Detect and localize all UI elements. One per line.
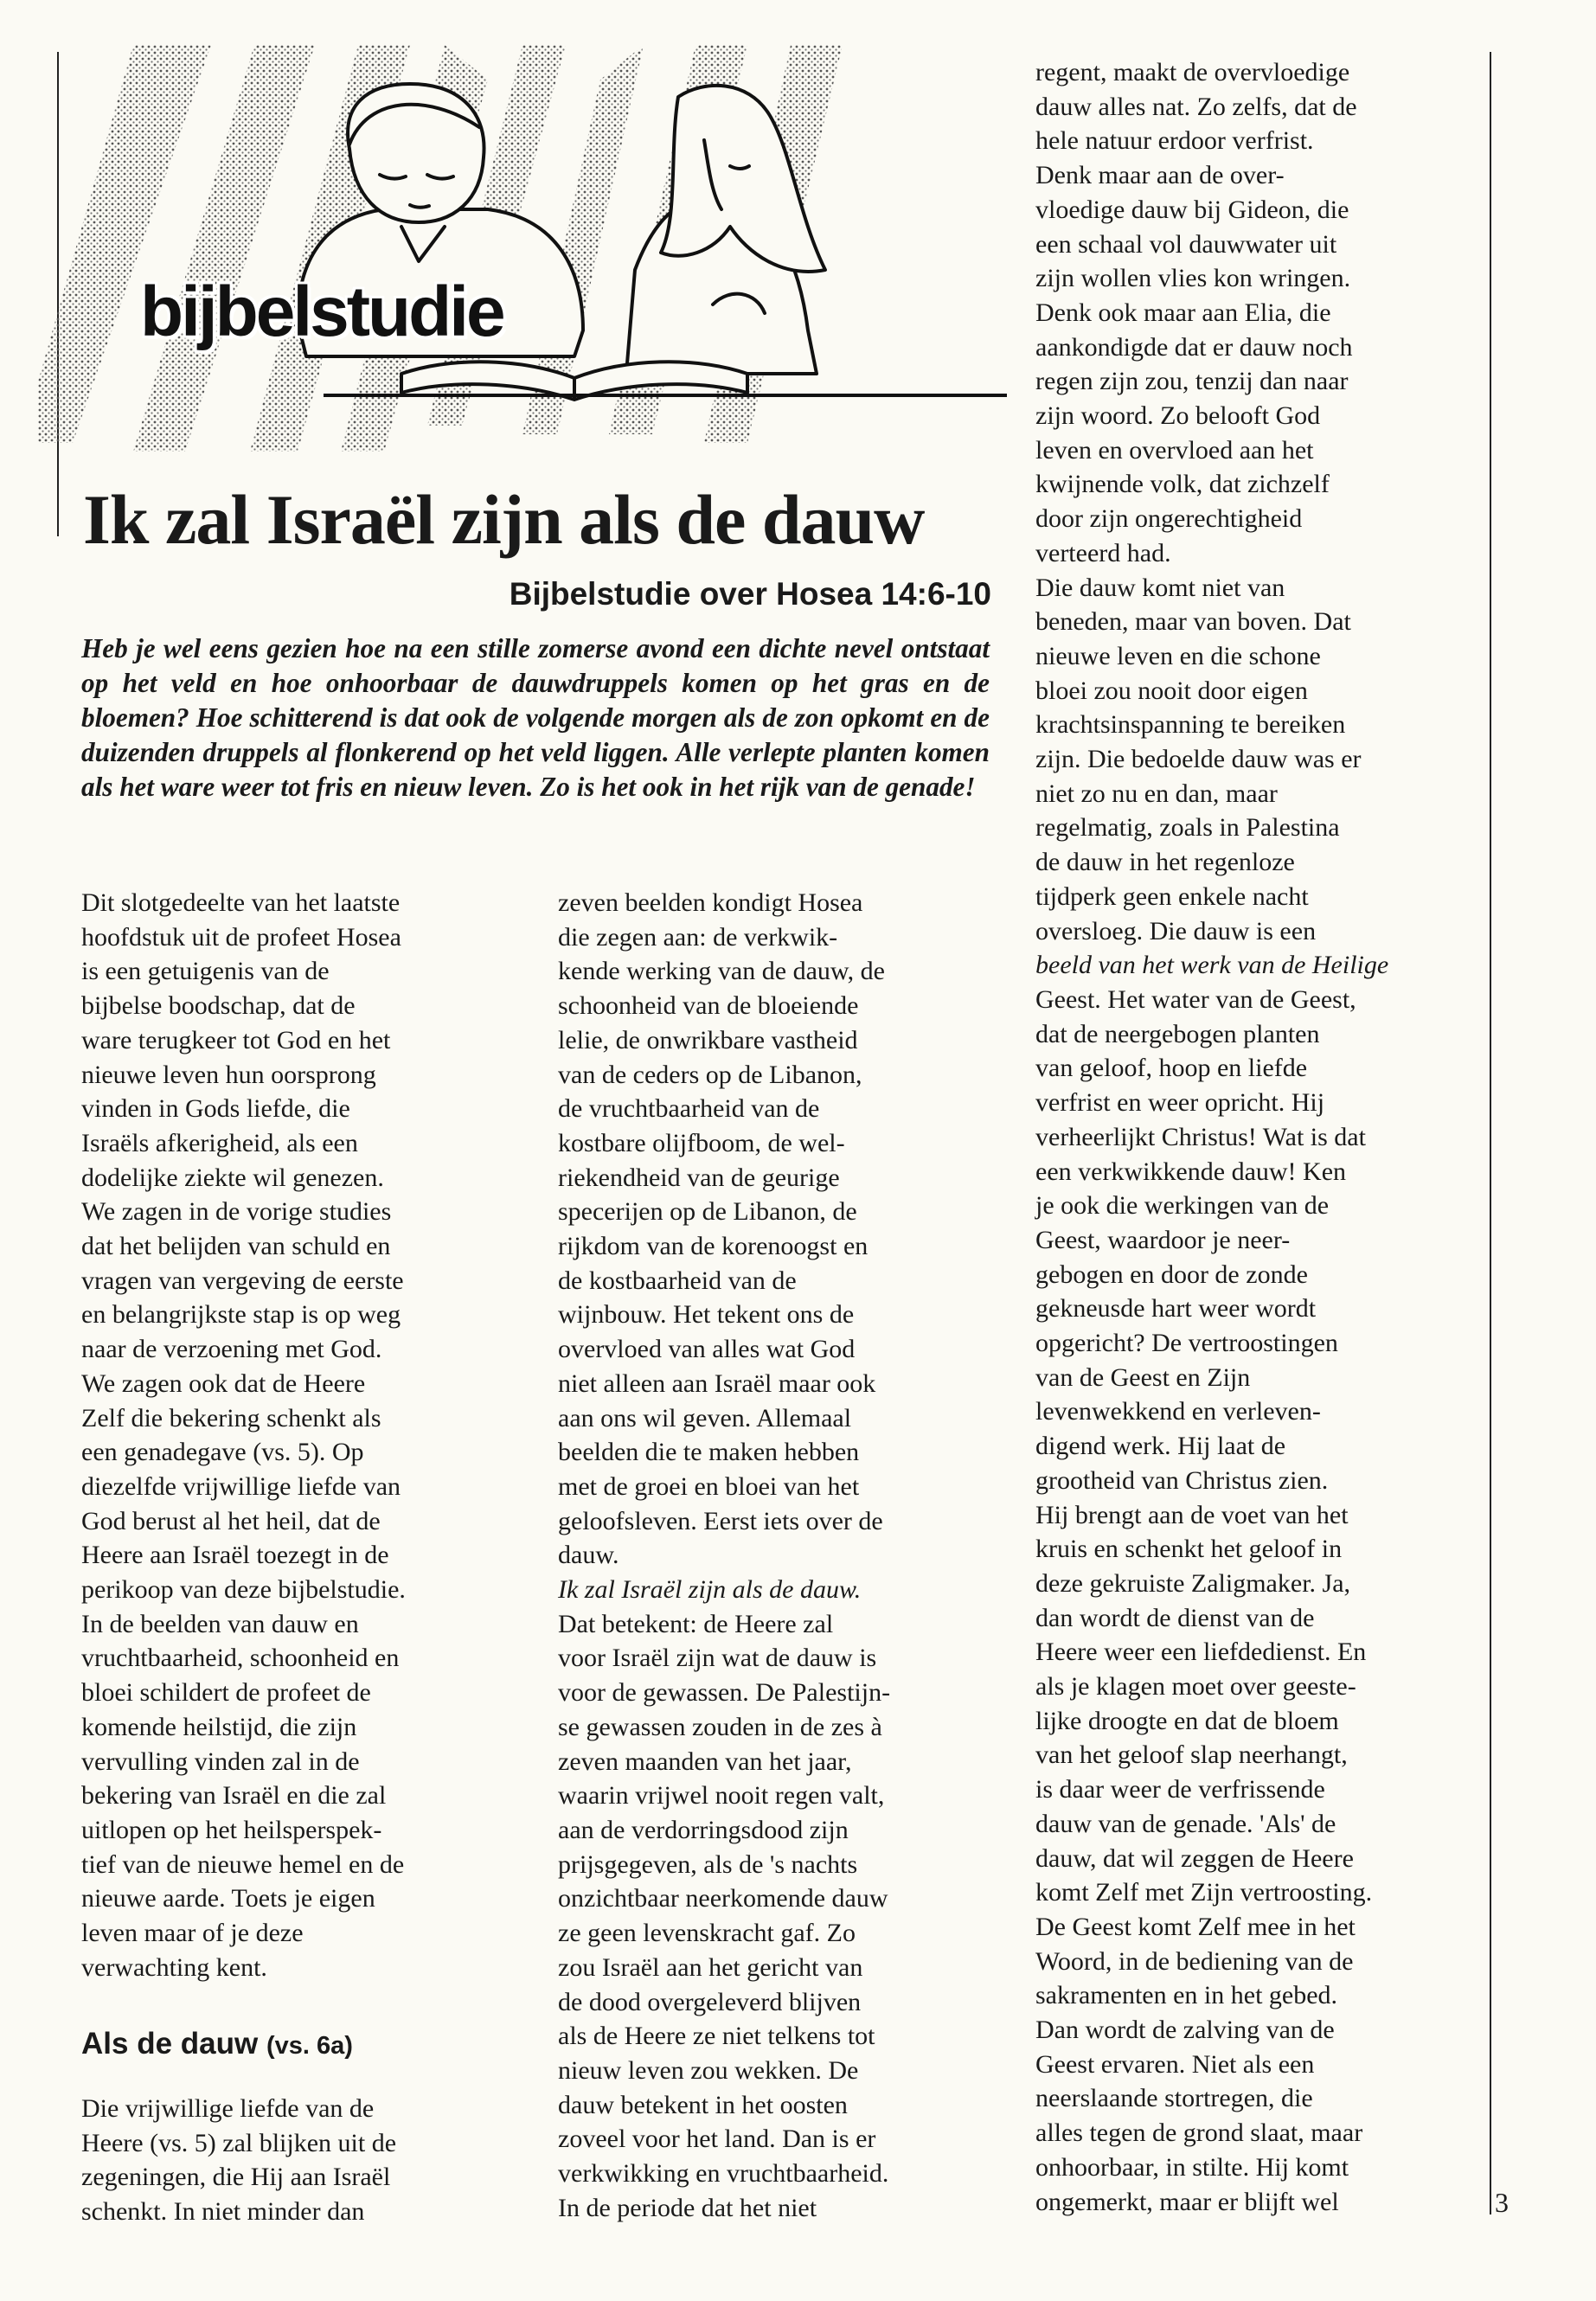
text-line: door zijn ongerechtigheid [1035,504,1303,534]
text-line: van de Geest en Zijn [1035,1362,1251,1392]
text-line: van geloof, hoop en liefde [1035,1054,1308,1083]
text-line: bloei zou nooit door eigen [1035,676,1308,705]
text-line: zijn wollen vlies kon wringen. [1035,264,1351,293]
text-line: Dat betekent: de Heere zal [558,1609,834,1638]
text-line: verkwikking en vruchtbaarheid. [558,2159,889,2189]
text-line: dauw, dat wil zeggen de Heere [1035,1843,1354,1873]
text-line: aan de verdorringsdood zijn [558,1815,849,1844]
text-line: Geest. Het water van de Geest, [1035,984,1356,1014]
text-line: overvloed van alles wat God [558,1335,856,1364]
text-line: bloei schildert de profeet de [81,1678,371,1708]
text-line: krachtsinspanning te bereiken [1035,710,1346,740]
text-line: diezelfde vrijwillige liefde van [81,1471,401,1501]
open-book-drawing [324,362,1007,400]
text-line: tijdperk geen enkele nacht [1035,881,1309,911]
text-line: prijsgegeven, als de 's nachts [558,1849,858,1879]
text-line: kwijnende volk, dat zichzelf [1035,470,1330,499]
text-line: verheerlijkt Christus! Wat is dat [1035,1122,1366,1151]
text-line: Die vrijwillige liefde van de [81,2094,375,2123]
text-line: schenkt. In niet minder dan [81,2197,365,2227]
text-line: gebogen en door de zonde [1035,1259,1308,1289]
text-line: deze gekruiste Zaligmaker. Ja, [1035,1568,1351,1598]
bible-study-illustration [38,45,1011,460]
text-line: Dit slotgedeelte van het laatste [81,888,401,917]
text-line: gekneusde hart weer wordt [1035,1294,1317,1324]
text-line: als de Heere ze niet telkens tot [558,2022,875,2051]
text-line: nieuwe leven hun oorsprong [81,1060,376,1089]
text-line: kende werking van de dauw, de [558,957,885,986]
text-line: oversloeg. Die dauw is een [1035,916,1317,945]
text-line: wijnbouw. Het tekent ons de [558,1300,855,1330]
text-line: nieuwe leven en die schone [1035,641,1321,670]
text-line: dauw. [558,1541,619,1570]
text-line: als je klagen moet over geeste- [1035,1672,1356,1702]
text-line: uitlopen op het heilsperspek- [81,1815,382,1844]
text-line: Hij brengt aan de voet van het [1035,1500,1349,1529]
text-line: je ook die werkingen van de [1035,1191,1330,1221]
text-line: zijn woord. Zo belooft God [1035,401,1321,431]
text-line: een genadegave (vs. 5). Op [81,1438,364,1467]
text-line: komende heilstijd, die zijn [81,1712,357,1741]
text-line: sakramenten en in het gebed. [1035,1981,1338,2010]
text-line: zou Israël aan het gericht van [558,1952,863,1982]
section-heading [81,2029,353,2059]
text-line: neerslaande stortregen, die [1035,2084,1313,2113]
text-line: aankondigde dat er dauw noch [1035,332,1353,362]
text-line: is een getuigenis van de [81,957,330,986]
text-line: lelie, de onwrikbare vastheid [558,1025,858,1054]
text-line: In de periode dat het niet [558,2193,817,2222]
text-line: niet alleen aan Israël maar ook [558,1368,876,1398]
text-line-italic: beeld van het werk van de Heilige [1035,951,1389,980]
text-line: en belangrijkste stap is op weg [81,1300,401,1330]
text-line: Die dauw komt niet van [1035,573,1285,602]
text-line: dat het belijden van schuld en [81,1232,391,1261]
text-line: ongemerkt, maar er blijft wel [1035,2187,1339,2216]
article-title: Ik zal Israël zijn als de dauw [83,480,925,559]
text-line: vloedige dauw bij Gideon, die [1035,195,1349,224]
text-line: rijkdom van de korenoogst en [558,1232,869,1261]
section-heading-reference: (vs. 6a) [266,2032,353,2060]
text-line: Geest ervaren. Niet als een [1035,2049,1315,2079]
text-line: se gewassen zouden in de zes à [558,1712,882,1741]
text-line: zoveel voor het land. Dan is er [558,2125,876,2154]
text-line: dauw betekent in het oosten [558,2090,848,2119]
text-line: We zagen in de vorige studies [81,1197,392,1227]
text-column-1-continued [81,2092,514,2229]
text-line: Denk maar aan de over- [1035,161,1285,190]
text-line: perikoop van deze bijbelstudie. [81,1575,406,1605]
text-line: voor de gewassen. De Palestijn- [558,1678,891,1708]
text-line: verwachting kent. [81,1952,267,1982]
text-line: opgericht? De vertroostingen [1035,1329,1338,1358]
text-column-2 [558,886,990,2225]
text-line: verteerd had. [1035,538,1171,567]
text-line: zeven maanden van het jaar, [558,1747,852,1776]
text-line: hoofdstuk uit de profeet Hosea [81,922,401,952]
text-line: dan wordt de dienst van de [1035,1603,1315,1632]
text-line: Geest, waardoor je neer- [1035,1225,1291,1254]
intro-paragraph: Heb je wel eens gezien hoe na een stille zomerse avond een dichte nevel ontstaat op het veld en hoe onhoorbaar de dauwdruppels komen op het gras en de bloemen? Hoe schitterend is dat ook de volgende morgen als de zon opkomt en de duizenden druppels al flonkerend op het veld liggen. Alle verlepte planten komen als het ware weer tot fris en nieuw leven. Zo is het ook in het rijk van de genade! [81,633,990,802]
article-subtitle: Bijbelstudie over Hosea 14:6-10 [509,576,991,612]
text-line: met de groei en bloei van het [558,1471,860,1501]
text-line: De Geest komt Zelf mee in het [1035,1912,1356,1941]
text-line: die zegen aan: de verkwik- [558,922,838,952]
text-line: regent, maakt de overvloedige [1035,58,1350,87]
section-kicker-logo: bijbelstudie [140,272,503,351]
text-line: verfrist en weer opricht. Hij [1035,1088,1325,1118]
text-line: lijke droogte en dat de bloem [1035,1706,1339,1735]
text-column-1 [81,886,514,1985]
text-line: vruchtbaarheid, schoonheid en [81,1644,400,1673]
text-line: Dan wordt de zalving van de [1035,2016,1335,2045]
text-line: komt Zelf met Zijn vertroosting. [1035,1878,1373,1907]
text-line: vragen van vergeving de eerste [81,1266,404,1295]
text-line: Zelf die bekering schenkt als [81,1403,381,1433]
text-line: dauw van de genade. 'Als' de [1035,1809,1336,1838]
text-line: In de beelden van dauw en [81,1609,359,1638]
text-line: een verkwikkende dauw! Ken [1035,1157,1347,1186]
text-line: vinden in Gods liefde, die [81,1094,350,1124]
text-line: schoonheid van de bloeiende [558,991,859,1021]
text-line: Heere (vs. 5) zal blijken uit de [81,2128,397,2157]
section-heading-title: Als de dauw [81,2027,259,2061]
text-line: waarin vrijwel nooit regen valt, [558,1781,885,1811]
text-line: kostbare olijfboom, de wel- [558,1128,845,1157]
text-line: Denk ook maar aan Elia, die [1035,298,1331,327]
text-line: aan ons wil geven. Allemaal [558,1403,852,1433]
text-line: zegeningen, die Hij aan Israël [81,2163,391,2192]
text-line: We zagen ook dat de Heere [81,1368,366,1398]
text-line: de dood overgeleverd blijven [558,1987,862,2016]
text-line: God berust al het heil, dat de [81,1506,381,1535]
text-line: de dauw in het regenloze [1035,848,1295,877]
text-line: nieuw leven zou wekken. De [558,2055,859,2085]
text-line: de vruchtbaarheid van de [558,1094,820,1124]
text-line: bijbelse boodschap, dat de [81,991,356,1021]
text-line: van het geloof slap neerhangt, [1035,1740,1348,1770]
text-line: ze geen levenskracht gaf. Zo [558,1919,856,1948]
text-line: een schaal vol dauwwater uit [1035,229,1337,259]
text-line: zeven beelden kondigt Hosea [558,888,863,917]
text-line: ware terugkeer tot God en het [81,1025,391,1054]
text-line: leven maar of je deze [81,1919,304,1948]
text-line: Israëls afkerigheid, als een [81,1128,358,1157]
text-line: is daar weer de verfrissende [1035,1775,1325,1804]
text-line: tief van de nieuwe hemel en de [81,1849,405,1879]
text-line: leven en overvloed aan het [1035,435,1314,465]
text-line: levenwekkend en verleven- [1035,1397,1321,1426]
text-line: digend werk. Hij laat de [1035,1432,1286,1461]
text-line: riekendheid van de geurige [558,1163,840,1192]
text-line: bekering van Israël en die zal [81,1781,387,1811]
text-line: nieuwe aarde. Toets je eigen [81,1884,375,1913]
text-line: hele natuur erdoor verfrist. [1035,126,1314,156]
text-line: dauw alles nat. Zo zelfs, dat de [1035,92,1357,121]
text-line: dat de neergebogen planten [1035,1019,1320,1048]
text-line: regen zijn zou, tenzij dan naar [1035,367,1349,396]
text-line: zijn. Die bedoelde dauw was er [1035,745,1362,774]
text-column-3 [1035,55,1485,2219]
text-line: grootheid van Christus zien. [1035,1465,1329,1495]
text-line: voor Israël zijn wat de dauw is [558,1644,877,1673]
text-line: dodelijke ziekte wil genezen. [81,1163,384,1192]
text-line: geloofsleven. Eerst iets over de [558,1506,883,1535]
text-line: specerijen op de Libanon, de [558,1197,857,1227]
text-line: beneden, maar van boven. Dat [1035,607,1351,637]
text-line: alles tegen de grond slaat, maar [1035,2118,1363,2148]
text-line: onhoorbaar, in stilte. Hij komt [1035,2152,1349,2182]
text-line: van de ceders op de Libanon, [558,1060,862,1089]
right-column-rule [1490,52,1491,2214]
text-line: de kostbaarheid van de [558,1266,797,1295]
text-line: beelden die te maken hebben [558,1438,860,1467]
text-line: Heere weer een liefdedienst. En [1035,1638,1367,1667]
text-line: Woord, in de bediening van de [1035,1946,1354,1976]
text-line: vervulling vinden zal in de [81,1747,360,1776]
text-line: onzichtbaar neerkomende dauw [558,1884,888,1913]
text-line: niet zo nu en dan, maar [1035,779,1278,808]
text-line: Heere aan Israël toezegt in de [81,1541,389,1570]
page-number: 3 [1495,2187,1509,2218]
text-line: regelmatig, zoals in Palestina [1035,813,1340,843]
text-line: naar de verzoening met God. [81,1335,382,1364]
text-line-italic-quote: Ik zal Israël zijn als de dauw. [558,1575,862,1605]
text-line: kruis en schenkt het geloof in [1035,1535,1343,1564]
